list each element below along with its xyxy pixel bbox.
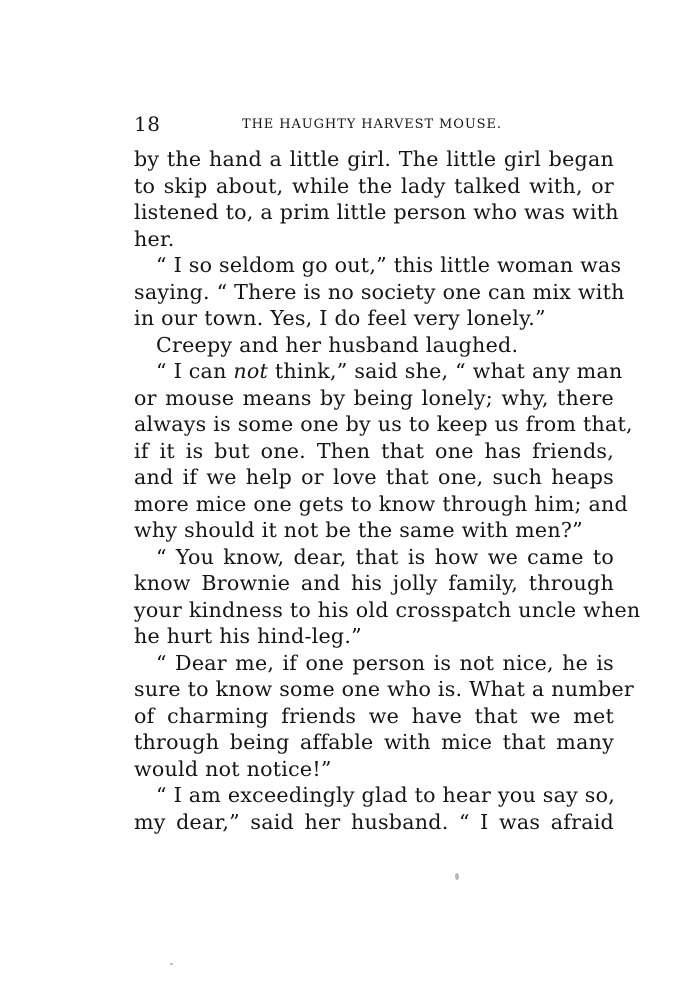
- text-line: “ You know, dear, that is how we came to: [156, 544, 614, 569]
- paper-speck: [170, 963, 173, 965]
- text-line: would not notice!”: [134, 756, 332, 781]
- text-line: your kindness to his old crosspatch uncle when: [134, 597, 641, 622]
- text-line: always is some one by us to keep us from that,: [134, 412, 633, 436]
- page-number: 18: [134, 112, 161, 136]
- text-line: know Brownie and his jolly family, through: [134, 571, 614, 595]
- text-line: more mice one gets to know through him; and: [134, 491, 628, 516]
- running-title: THE HAUGHTY HARVEST MOUSE.: [242, 117, 502, 132]
- text-line: Creepy and her husband laughed.: [156, 332, 519, 357]
- text-line: through being affable with mice that many: [134, 730, 614, 754]
- text-line-before-italic: “ I can: [156, 359, 234, 383]
- text-line: of charming friends we have that we met: [134, 703, 614, 728]
- paper-speck: [455, 873, 459, 880]
- text-line: “ I am exceedingly glad to hear you say so,: [156, 783, 616, 807]
- text-line: “ Dear me, if one person is not nice, he is: [156, 650, 614, 675]
- text-line-after-italic: think,” said she, “ what any man: [268, 359, 623, 383]
- text-line: [134, 358, 623, 385]
- text-line: and if we help or love that one, such heaps: [134, 465, 614, 489]
- text-line: or mouse means by being lonely; why, there: [134, 385, 614, 410]
- text-line: he hurt his hind-leg.”: [134, 624, 362, 648]
- text-line: my dear,” said her husband. “ I was afraid: [134, 809, 614, 834]
- text-line: her.: [134, 226, 175, 251]
- emphasized-word: not: [233, 359, 269, 383]
- page-header: [134, 112, 610, 142]
- text-line: if it is but one. Then that one has friends,: [134, 438, 614, 463]
- text-line: “ I so seldom go out,” this little woman was: [156, 253, 622, 277]
- text-line: why should it not be the same with men?”: [134, 518, 583, 542]
- body-text: [134, 146, 641, 835]
- text-line: listened to, a prim little person who was with: [134, 200, 619, 224]
- text-line: in our town. Yes, I do feel very lonely.”: [134, 306, 546, 330]
- text-line: sure to know some one who is. What a number: [134, 677, 635, 701]
- text-line: by the hand a little girl. The little girl began: [134, 147, 614, 171]
- text-line: saying. “ There is no society one can mix with: [134, 279, 625, 304]
- text-line: to skip about, while the lady talked with, or: [134, 173, 614, 198]
